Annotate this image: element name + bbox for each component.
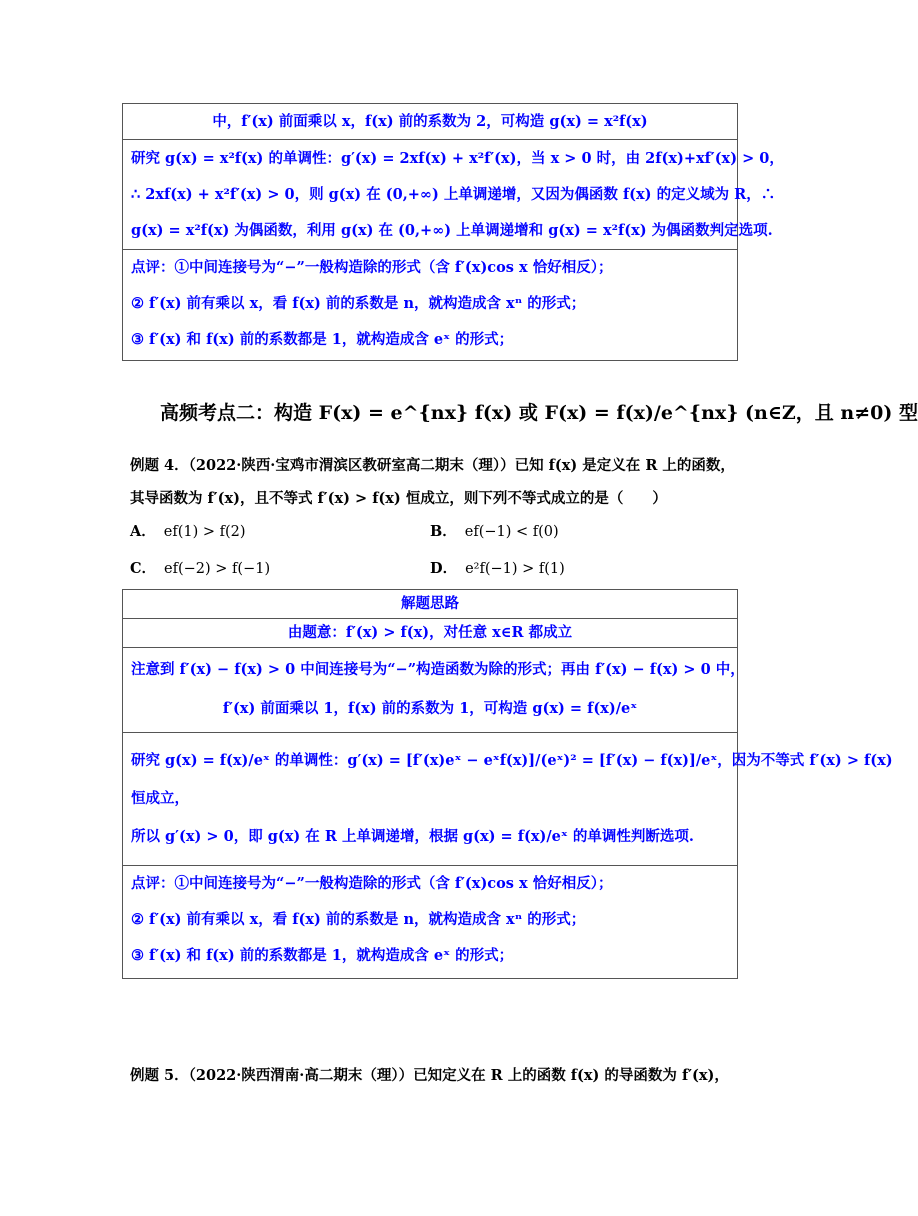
box2-row-analysis [123, 733, 893, 866]
box2-comment-line-3: ③ f′(x) 和 f(x) 前的系数都是 1，就构造成含 eˣ 的形式； [131, 947, 514, 964]
box2-analysis-line-2: 恒成立， [131, 790, 189, 807]
option-d-label: D． [430, 560, 458, 577]
option-a-label: A． [130, 523, 156, 540]
box1-comment-line-1: 点评：①中间连接号为“−”一般构造除的形式（含 f′(x)cos x 恰好相反）； [131, 259, 613, 276]
box2-row-title [123, 590, 737, 619]
box2-construct-line-1: 注意到 f′(x) − f(x) > 0 中间连接号为“−”构造函数为除的形式；再由 f′(x) − f(x) > 0 中， [131, 661, 745, 678]
option-b-text: ef(−1) < f(0) [464, 524, 559, 540]
box1-comment-line-2: ② f′(x) 前有乘以 x，看 f(x) 前的系数是 n，就构造成含 xⁿ 的形式； [131, 295, 586, 312]
box2-condition-text: 由题意：f′(x) > f(x)，对任意 x∈R 都成立 [287, 624, 573, 641]
solution-box-2 [122, 589, 893, 979]
box2-row-comment [123, 866, 737, 978]
box1-row-construct [123, 104, 737, 140]
solution-box-1 [122, 103, 784, 361]
box2-comment-line-2: ② f′(x) 前有乘以 x，看 f(x) 前的系数是 n，就构造成含 xⁿ 的形式； [131, 911, 586, 928]
box1-analysis-line-1: 研究 g(x) = x²f(x) 的单调性：g′(x) = 2xf(x) + x²f′(x)，当 x > 0 时，由 2f(x)+xf′(x) > 0， [131, 150, 784, 167]
box1-analysis-line-2: ∴ 2xf(x) + x²f′(x) > 0，则 g(x) 在 (0,+∞) 上单调递增，又因为偶函数 f(x) 的定义域为 R，∴ [131, 186, 776, 203]
box1-construct-text: 中，f′(x) 前面乘以 x，f(x) 前的系数为 2，可构造 g(x) = x²f(x) [212, 113, 648, 130]
example4-line-2: 其导函数为 f′(x)，且不等式 f′(x) > f(x) 恒成立，则下列不等式成立的是（ ） [130, 490, 667, 507]
option-c-text: ef(−2) > f(−1) [164, 561, 271, 577]
box2-comment-line-1: 点评：①中间连接号为“−”一般构造除的形式（含 f′(x)cos x 恰好相反）； [131, 875, 613, 892]
box2-construct-line-2: f′(x) 前面乘以 1，f(x) 前的系数为 1，可构造 g(x) = f(x)/eˣ [222, 700, 638, 717]
box2-analysis-line-1: 研究 g(x) = f(x)/eˣ 的单调性：g′(x) = [f′(x)eˣ − eˣf(x)]/(eˣ)² = [f′(x) − f(x)]/eˣ，因为不等式 f′(x) > f(x) [131, 752, 893, 769]
option-c [130, 557, 270, 578]
box1-row-analysis [123, 140, 784, 250]
box1-row-comment [123, 250, 737, 360]
option-a [130, 520, 246, 541]
box1-analysis-line-3: g(x) = x²f(x) 为偶函数，利用 g(x) 在 (0,+∞) 上单调递增和 g(x) = x²f(x) 为偶函数判定选项. [131, 222, 773, 239]
box2-row-condition [123, 619, 737, 648]
option-b [430, 520, 559, 541]
example5-line-1: 例题 5．（2022·陕西渭南·高二期末（理））已知定义在 R 上的函数 f(x) 的导函数为 f′(x)， [130, 1067, 729, 1084]
option-b-label: B． [430, 523, 457, 540]
box2-row-construct [123, 648, 745, 733]
section-heading: 高频考点二：构造 F(x) = e^{nx} f(x) 或 F(x) = f(x)/e^{nx} (n∈Z，且 n≠0) 型 [160, 402, 918, 424]
box2-title: 解题思路 [401, 595, 459, 612]
option-d-text: e²f(−1) > f(1) [465, 561, 565, 577]
option-d [430, 557, 565, 578]
box2-analysis-line-3: 所以 g′(x) > 0，即 g(x) 在 R 上单调递增，根据 g(x) = f(x)/eˣ 的单调性判断选项. [131, 828, 694, 845]
example4-line-1: 例题 4．（2022·陕西·宝鸡市渭滨区教研室高二期末（理））已知 f(x) 是定义在 R 上的函数， [130, 457, 735, 474]
option-c-label: C． [130, 560, 157, 577]
option-a-text: ef(1) > f(2) [163, 524, 246, 540]
box1-comment-line-3: ③ f′(x) 和 f(x) 前的系数都是 1，就构造成含 eˣ 的形式； [131, 331, 514, 348]
